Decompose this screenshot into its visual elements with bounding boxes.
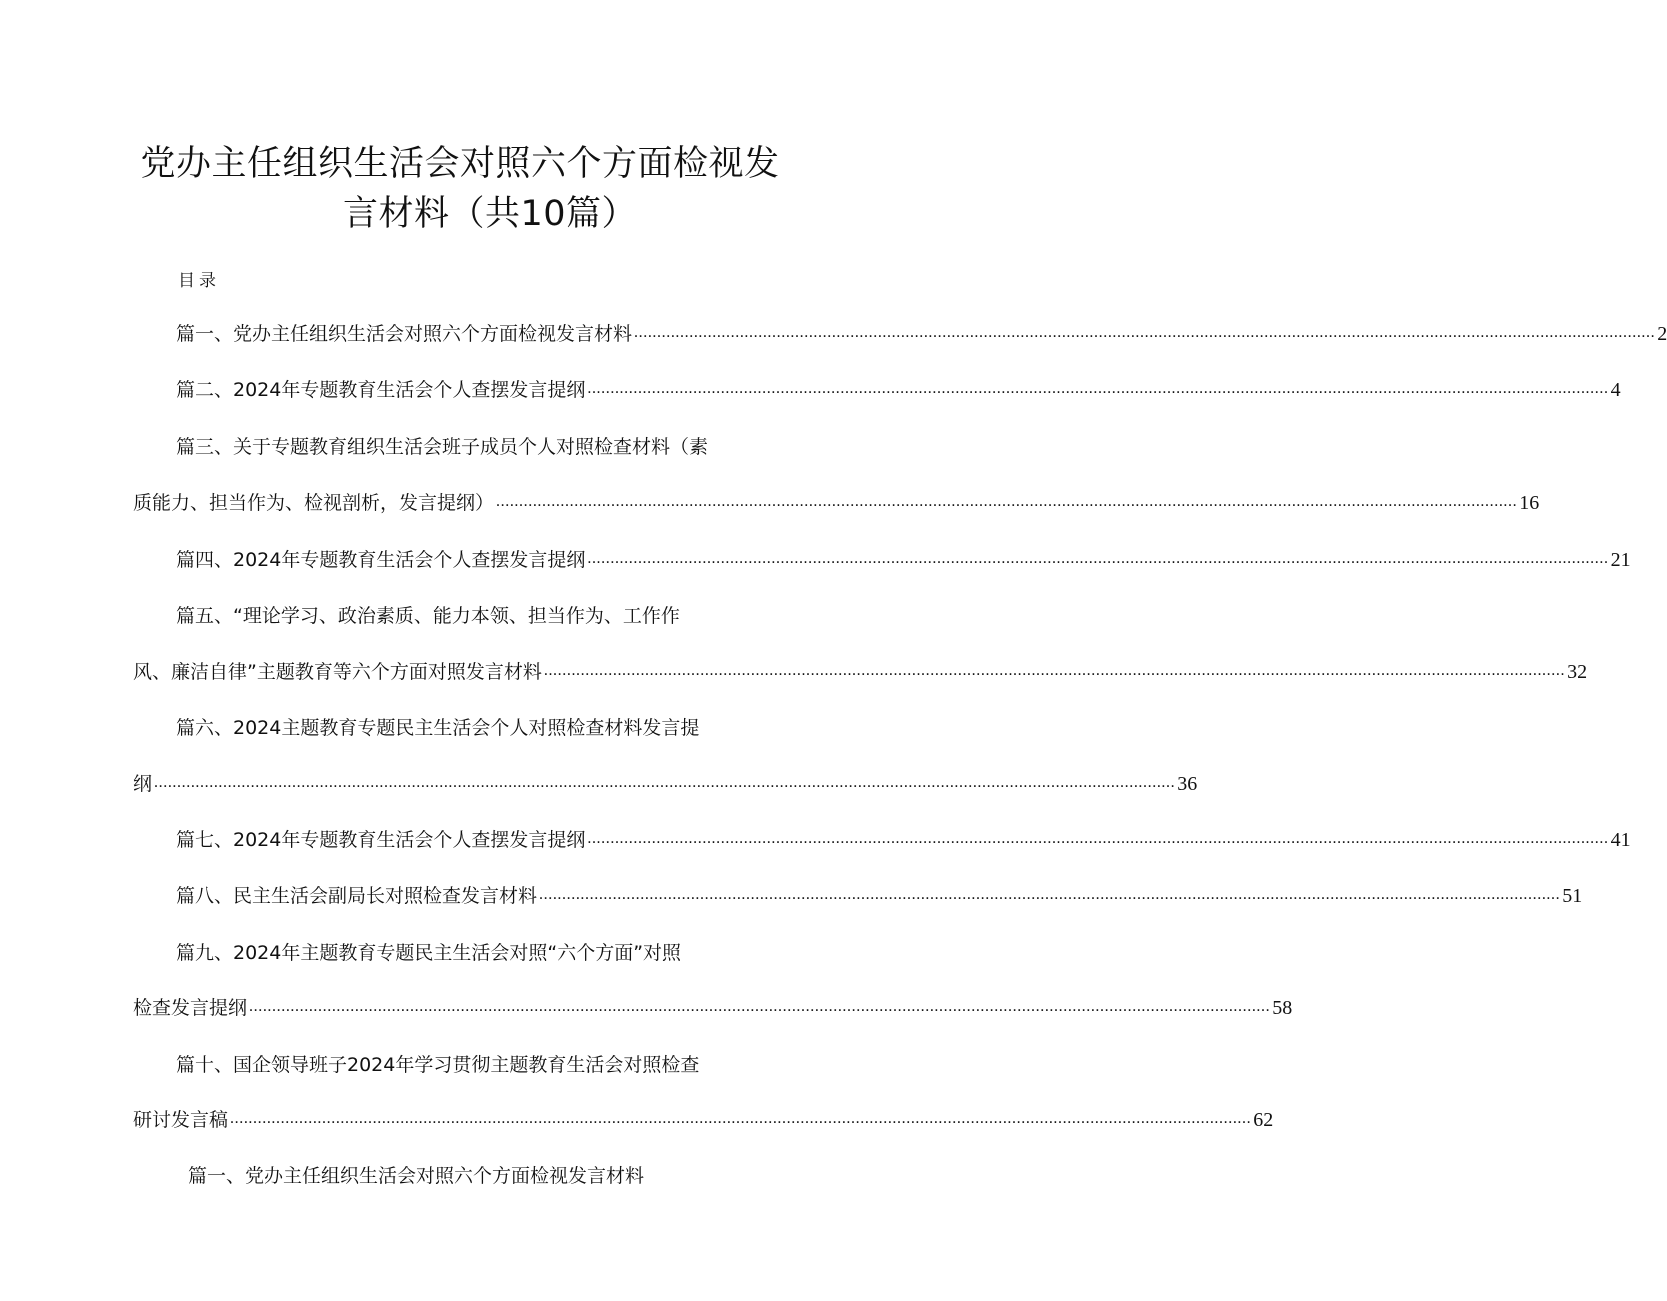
- toc-leader-dots: ..............................................................................................................................................................................................................................: [587, 550, 1609, 567]
- toc-page-number: 62: [1253, 1109, 1274, 1131]
- toc-entry-7[interactable]: [176, 826, 1631, 854]
- toc-leader-dots: ..............................................................................................................................................................................................................................: [539, 886, 1561, 903]
- toc-leader-dots: ..............................................................................................................................................................................................................................: [587, 380, 1609, 397]
- toc-entry-3-line-1[interactable]: [176, 433, 770, 461]
- toc-leader-dots: ..............................................................................................................................................................................................................................: [154, 774, 1176, 791]
- toc-entry-title: 篇三、关于专题教育组织生活会班子成员个人对照检查材料（素: [176, 436, 709, 458]
- toc-entry-2[interactable]: [176, 376, 1621, 404]
- toc-entry-10-line-2[interactable]: [133, 1106, 1274, 1134]
- toc-leader-dots: ..............................................................................................................................................................................................................................: [587, 830, 1609, 847]
- toc-entry-title-continued: 纲: [133, 773, 153, 795]
- toc-entry-6-line-2[interactable]: [133, 770, 1198, 798]
- toc-page-number: 36: [1177, 773, 1198, 795]
- toc-entry-9-line-1[interactable]: [176, 939, 770, 967]
- toc-entry-title-continued: 研讨发言稿: [133, 1109, 229, 1131]
- toc-entry-title: 篇一、党办主任组织生活会对照六个方面检视发言材料: [176, 323, 633, 345]
- toc-entry-title: 篇八、民主生活会副局长对照检查发言材料: [176, 885, 538, 907]
- toc-entry-9-line-2[interactable]: [133, 994, 1293, 1022]
- toc-entry-6-line-1[interactable]: [176, 714, 770, 742]
- toc-entry-title: 篇六、2024主题教育专题民主生活会个人对照检查材料发言提: [176, 717, 700, 739]
- toc-entry-3-line-2[interactable]: [133, 489, 1540, 517]
- document-title-line-1: 党办主任组织生活会对照六个方面检视发: [140, 144, 780, 184]
- toc-entry-title: 篇十、国企领导班子2024年学习贯彻主题教育生活会对照检查: [176, 1054, 700, 1076]
- toc-leader-dots: ..............................................................................................................................................................................................................................: [230, 1110, 1252, 1127]
- toc-page-number: 21: [1610, 549, 1631, 571]
- toc-entry-title: 篇九、2024年主题教育专题民主生活会对照“六个方面”对照: [176, 942, 682, 964]
- toc-page-number: 4: [1610, 379, 1621, 401]
- toc-leader-dots: ..............................................................................................................................................................................................................................: [249, 998, 1271, 1015]
- toc-entry-title: 篇五、“理论学习、政治素质、能力本领、担当作为、工作作: [176, 605, 680, 627]
- toc-page-number: 58: [1272, 997, 1293, 1019]
- toc-page-number: 51: [1562, 885, 1583, 907]
- toc-entry-title: 篇二、2024年专题教育生活会个人查摆发言提纲: [176, 379, 586, 401]
- toc-page-number: 41: [1610, 829, 1631, 851]
- toc-entry-1[interactable]: [176, 320, 1667, 348]
- toc-heading: 目录: [178, 271, 220, 291]
- toc-leader-dots: ..............................................................................................................................................................................................................................: [543, 662, 1566, 679]
- toc-entry-4[interactable]: [176, 546, 1631, 574]
- toc-entry-5-line-1[interactable]: [176, 602, 770, 630]
- toc-page-number: 32: [1567, 661, 1588, 683]
- toc-entry-5-line-2[interactable]: [133, 658, 1588, 686]
- toc-entry-8[interactable]: [176, 882, 1583, 910]
- toc-entry-title: 篇七、2024年专题教育生活会个人查摆发言提纲: [176, 829, 586, 851]
- toc-page-number: 2: [1657, 323, 1667, 345]
- toc-page-number: 16: [1519, 492, 1540, 514]
- toc-leader-dots: ..............................................................................................................................................................................................................................: [634, 324, 1656, 341]
- section-heading: 篇一、党办主任组织生活会对照六个方面检视发言材料: [188, 1165, 645, 1187]
- document-title-line-2: 言材料（共10篇）: [342, 194, 638, 234]
- toc-leader-dots: ..............................................................................................................................................................................................................................: [496, 493, 1518, 510]
- toc-entry-title: 篇四、2024年专题教育生活会个人查摆发言提纲: [176, 549, 586, 571]
- toc-entry-title-continued: 质能力、担当作为、检视剖析，发言提纲）: [133, 492, 495, 514]
- toc-entry-title-continued: 风、廉洁自律”主题教育等六个方面对照发言材料: [133, 661, 542, 683]
- toc-entry-10-line-1[interactable]: [176, 1051, 770, 1079]
- toc-entry-title-continued: 检查发言提纲: [133, 997, 248, 1019]
